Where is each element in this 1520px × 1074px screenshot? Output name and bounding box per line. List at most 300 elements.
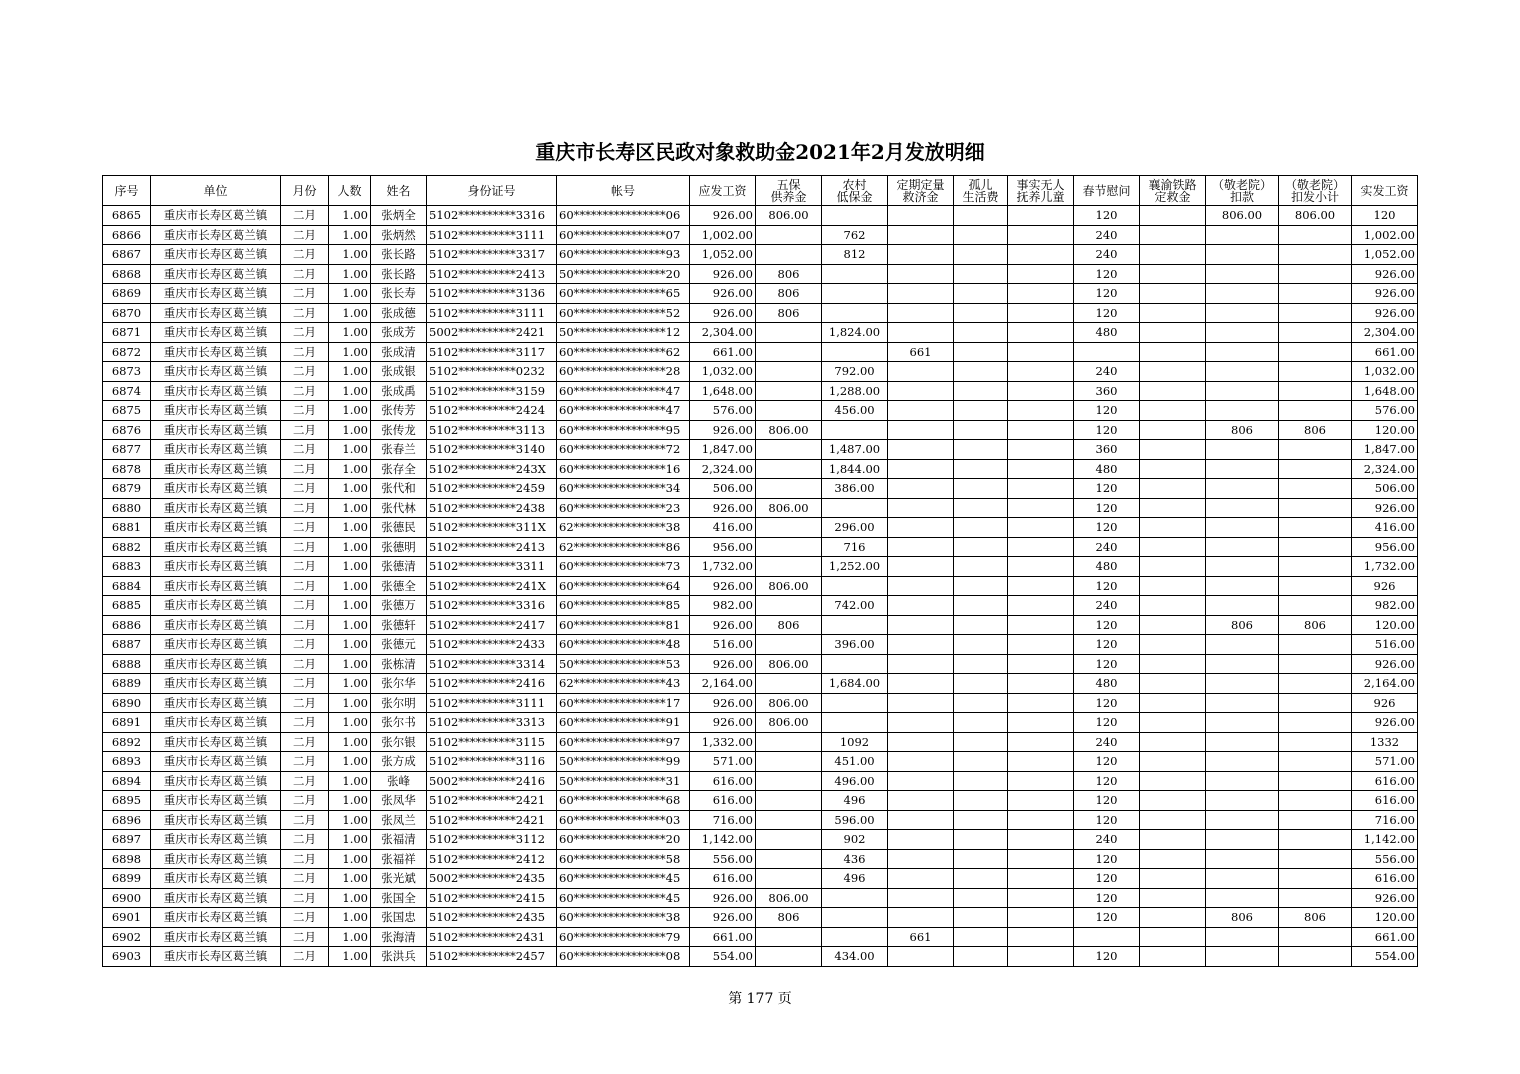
table-cell: 5102**********3136: [427, 284, 557, 304]
column-header: 帐号: [557, 176, 690, 206]
table-cell: 5102**********2459: [427, 479, 557, 499]
table-cell: 1.00: [329, 791, 371, 811]
table-cell: 1,847.00: [1352, 440, 1418, 460]
table-cell: 451.00: [822, 752, 888, 772]
table-cell: [954, 537, 1008, 557]
table-cell: [1279, 557, 1352, 577]
table-row: [103, 635, 1418, 655]
table-cell: [1140, 459, 1206, 479]
table-cell: 重庆市长寿区葛兰镇: [151, 674, 281, 694]
table-cell: [1206, 771, 1279, 791]
table-cell: [888, 654, 954, 674]
table-cell: [1008, 654, 1074, 674]
table-cell: [888, 752, 954, 772]
table-cell: 480: [1074, 459, 1140, 479]
table-cell: 5102**********2421: [427, 791, 557, 811]
table-cell: 240: [1074, 225, 1140, 245]
table-cell: 120: [1352, 206, 1418, 226]
column-header: 身份证号: [427, 176, 557, 206]
table-cell: 386.00: [822, 479, 888, 499]
table-row: [103, 420, 1418, 440]
table-cell: [1206, 284, 1279, 304]
table-cell: 1,032.00: [1352, 362, 1418, 382]
table-cell: 926.00: [1352, 284, 1418, 304]
table-cell: 5102**********3311: [427, 557, 557, 577]
table-cell: 1.00: [329, 615, 371, 635]
table-cell: 50****************53: [557, 654, 690, 674]
table-cell: [1008, 771, 1074, 791]
table-cell: 二月: [281, 342, 329, 362]
table-cell: 60****************23: [557, 498, 690, 518]
table-cell: [1279, 225, 1352, 245]
table-cell: [1140, 245, 1206, 265]
table-cell: 重庆市长寿区葛兰镇: [151, 810, 281, 830]
table-cell: [888, 869, 954, 889]
table-cell: 二月: [281, 225, 329, 245]
table-cell: 616.00: [690, 869, 756, 889]
table-cell: 张福清: [371, 830, 427, 850]
table-cell: 1.00: [329, 830, 371, 850]
table-cell: 742.00: [822, 596, 888, 616]
table-row: [103, 440, 1418, 460]
table-cell: [1140, 498, 1206, 518]
table-cell: [822, 264, 888, 284]
column-header: 农村 低保金: [822, 176, 888, 206]
table-cell: 240: [1074, 245, 1140, 265]
table-cell: [1206, 596, 1279, 616]
table-cell: 1.00: [329, 693, 371, 713]
table-cell: [1008, 557, 1074, 577]
table-cell: 6890: [103, 693, 151, 713]
table-row: [103, 381, 1418, 401]
table-cell: 6893: [103, 752, 151, 772]
column-header: 襄渝铁路 定救金: [1140, 176, 1206, 206]
table-cell: [1206, 264, 1279, 284]
table-cell: 926.00: [1352, 713, 1418, 733]
table-cell: 6897: [103, 830, 151, 850]
table-cell: [756, 849, 822, 869]
table-cell: [1206, 342, 1279, 362]
table-cell: [888, 888, 954, 908]
table-cell: [1206, 401, 1279, 421]
table-cell: [954, 947, 1008, 967]
table-cell: [954, 498, 1008, 518]
table-cell: 60****************45: [557, 869, 690, 889]
table-cell: 二月: [281, 810, 329, 830]
table-cell: 6902: [103, 927, 151, 947]
table-cell: [1279, 518, 1352, 538]
table-cell: 120: [1074, 420, 1140, 440]
table-cell: 1.00: [329, 498, 371, 518]
table-cell: 1.00: [329, 225, 371, 245]
table-cell: 二月: [281, 284, 329, 304]
table-cell: [1008, 576, 1074, 596]
table-cell: [1279, 654, 1352, 674]
table-cell: 6903: [103, 947, 151, 967]
table-cell: [954, 869, 1008, 889]
table-cell: 张传龙: [371, 420, 427, 440]
table-cell: 5102**********2415: [427, 888, 557, 908]
table-cell: 806.00: [756, 654, 822, 674]
table-cell: [822, 654, 888, 674]
table-cell: 5102**********3113: [427, 420, 557, 440]
table-cell: 480: [1074, 674, 1140, 694]
table-row: [103, 206, 1418, 226]
table-cell: 二月: [281, 693, 329, 713]
table-cell: [1140, 791, 1206, 811]
table-cell: 张成银: [371, 362, 427, 382]
table-cell: [1008, 732, 1074, 752]
table-cell: 120.00: [1352, 615, 1418, 635]
table-cell: [1206, 713, 1279, 733]
table-cell: [1279, 713, 1352, 733]
table-cell: 120: [1074, 303, 1140, 323]
column-header: 单位: [151, 176, 281, 206]
table-cell: [1279, 947, 1352, 967]
table-cell: [756, 596, 822, 616]
table-cell: 1.00: [329, 752, 371, 772]
table-cell: [1140, 908, 1206, 928]
table-cell: 5102**********2413: [427, 537, 557, 557]
table-cell: [1279, 576, 1352, 596]
table-cell: 6889: [103, 674, 151, 694]
table-cell: 926.00: [690, 206, 756, 226]
table-cell: 60****************79: [557, 927, 690, 947]
table-cell: [1008, 342, 1074, 362]
table-cell: 6900: [103, 888, 151, 908]
table-row: [103, 830, 1418, 850]
table-cell: 重庆市长寿区葛兰镇: [151, 206, 281, 226]
table-cell: [1279, 732, 1352, 752]
table-cell: [954, 225, 1008, 245]
table-cell: 1,844.00: [822, 459, 888, 479]
table-cell: [1279, 284, 1352, 304]
table-cell: 张德轩: [371, 615, 427, 635]
table-cell: 982.00: [690, 596, 756, 616]
table-cell: 926: [1352, 576, 1418, 596]
table-cell: [888, 459, 954, 479]
table-cell: 616.00: [1352, 869, 1418, 889]
table-cell: [1008, 264, 1074, 284]
table-cell: 1,052.00: [1352, 245, 1418, 265]
table-cell: 120: [1074, 693, 1140, 713]
table-cell: 1.00: [329, 284, 371, 304]
table-cell: 120: [1074, 401, 1140, 421]
table-row: [103, 479, 1418, 499]
table-cell: 6871: [103, 323, 151, 343]
table-cell: [822, 284, 888, 304]
table-cell: 516.00: [690, 635, 756, 655]
table-cell: [954, 713, 1008, 733]
table-cell: [954, 284, 1008, 304]
table-cell: 张传芳: [371, 401, 427, 421]
table-cell: 516.00: [1352, 635, 1418, 655]
table-cell: 926.00: [690, 303, 756, 323]
table-cell: [1279, 362, 1352, 382]
table-cell: [1008, 518, 1074, 538]
table-cell: 重庆市长寿区葛兰镇: [151, 713, 281, 733]
table-cell: [1140, 927, 1206, 947]
table-cell: 6884: [103, 576, 151, 596]
table-cell: 6898: [103, 849, 151, 869]
table-cell: [1279, 849, 1352, 869]
table-cell: [1279, 635, 1352, 655]
table-cell: 6894: [103, 771, 151, 791]
table-cell: [1008, 303, 1074, 323]
table-cell: [888, 732, 954, 752]
table-cell: [1008, 674, 1074, 694]
table-cell: [888, 713, 954, 733]
table-cell: 1332: [1352, 732, 1418, 752]
table-cell: 6870: [103, 303, 151, 323]
table-cell: [822, 576, 888, 596]
table-cell: 二月: [281, 303, 329, 323]
table-cell: [1206, 479, 1279, 499]
table-cell: 张成德: [371, 303, 427, 323]
table-cell: [888, 615, 954, 635]
table-row: [103, 557, 1418, 577]
table-cell: 二月: [281, 713, 329, 733]
table-cell: [954, 557, 1008, 577]
table-cell: 416.00: [1352, 518, 1418, 538]
table-cell: [1279, 459, 1352, 479]
table-cell: 120: [1074, 498, 1140, 518]
table-cell: 616.00: [1352, 791, 1418, 811]
table-row: [103, 674, 1418, 694]
table-cell: [1279, 693, 1352, 713]
table-cell: [954, 576, 1008, 596]
table-cell: 6872: [103, 342, 151, 362]
table-cell: 张尔银: [371, 732, 427, 752]
table-cell: 张光斌: [371, 869, 427, 889]
table-cell: 120: [1074, 264, 1140, 284]
table-cell: 张栋清: [371, 654, 427, 674]
table-cell: [1279, 245, 1352, 265]
column-header: （敬老院） 扣款: [1206, 176, 1279, 206]
table-cell: [1206, 459, 1279, 479]
table-cell: [822, 888, 888, 908]
table-cell: 926.00: [690, 693, 756, 713]
table-cell: [1279, 927, 1352, 947]
table-cell: 926.00: [1352, 888, 1418, 908]
table-cell: 6891: [103, 713, 151, 733]
table-cell: [1140, 479, 1206, 499]
table-cell: 60****************45: [557, 888, 690, 908]
table-cell: [1008, 596, 1074, 616]
table-cell: 6895: [103, 791, 151, 811]
table-cell: [756, 225, 822, 245]
table-cell: 806.00: [756, 576, 822, 596]
table-cell: [1140, 615, 1206, 635]
table-cell: 重庆市长寿区葛兰镇: [151, 947, 281, 967]
table-cell: [954, 323, 1008, 343]
table-cell: 重庆市长寿区葛兰镇: [151, 576, 281, 596]
table-cell: 240: [1074, 732, 1140, 752]
table-cell: 张国全: [371, 888, 427, 908]
table-cell: 二月: [281, 245, 329, 265]
table-cell: [1140, 537, 1206, 557]
table-cell: 806.00: [756, 713, 822, 733]
table-cell: [756, 518, 822, 538]
table-cell: [1140, 693, 1206, 713]
table-cell: [1279, 479, 1352, 499]
table-cell: 60****************85: [557, 596, 690, 616]
table-cell: [756, 635, 822, 655]
table-cell: 806.00: [1206, 206, 1279, 226]
table-cell: 120: [1074, 576, 1140, 596]
table-cell: [1008, 888, 1074, 908]
table-cell: 661.00: [690, 927, 756, 947]
table-cell: [756, 674, 822, 694]
table-cell: 张德万: [371, 596, 427, 616]
table-cell: [1140, 947, 1206, 967]
table-cell: [1140, 810, 1206, 830]
table-cell: [822, 927, 888, 947]
table-cell: 1.00: [329, 264, 371, 284]
table-cell: 张长路: [371, 245, 427, 265]
table-cell: 二月: [281, 674, 329, 694]
table-cell: 张长寿: [371, 284, 427, 304]
table-cell: [888, 381, 954, 401]
table-row: [103, 888, 1418, 908]
table-cell: [954, 440, 1008, 460]
table-cell: 6885: [103, 596, 151, 616]
table-cell: 1,732.00: [690, 557, 756, 577]
table-cell: [1279, 440, 1352, 460]
table-cell: [954, 791, 1008, 811]
table-cell: [888, 947, 954, 967]
table-cell: [1008, 849, 1074, 869]
table-cell: 120: [1074, 284, 1140, 304]
table-cell: 806.00: [756, 420, 822, 440]
table-cell: 6882: [103, 537, 151, 557]
table-cell: 926.00: [690, 264, 756, 284]
table-cell: 6877: [103, 440, 151, 460]
table-cell: [954, 596, 1008, 616]
table-cell: [1206, 245, 1279, 265]
table-cell: [756, 830, 822, 850]
table-cell: 张洪兵: [371, 947, 427, 967]
table-cell: [1008, 401, 1074, 421]
table-cell: [954, 752, 1008, 772]
table-cell: [954, 479, 1008, 499]
table-cell: 二月: [281, 557, 329, 577]
table-cell: 1,824.00: [822, 323, 888, 343]
table-cell: 120: [1074, 869, 1140, 889]
table-cell: 661: [888, 342, 954, 362]
table-cell: 1.00: [329, 245, 371, 265]
table-cell: 6869: [103, 284, 151, 304]
table-cell: 2,324.00: [690, 459, 756, 479]
table-cell: 120: [1074, 908, 1140, 928]
table-row: [103, 362, 1418, 382]
table-cell: 重庆市长寿区葛兰镇: [151, 245, 281, 265]
table-cell: [1140, 732, 1206, 752]
table-cell: [1008, 225, 1074, 245]
table-cell: [756, 459, 822, 479]
column-header: （敬老院） 扣发小计: [1279, 176, 1352, 206]
table-cell: [888, 362, 954, 382]
table-cell: 重庆市长寿区葛兰镇: [151, 791, 281, 811]
table-cell: 60****************38: [557, 908, 690, 928]
table-cell: 重庆市长寿区葛兰镇: [151, 557, 281, 577]
table-cell: 1.00: [329, 479, 371, 499]
table-cell: 50****************20: [557, 264, 690, 284]
table-cell: [756, 752, 822, 772]
table-cell: 重庆市长寿区葛兰镇: [151, 654, 281, 674]
table-row: [103, 947, 1418, 967]
table-cell: 重庆市长寿区葛兰镇: [151, 869, 281, 889]
table-cell: 张成禹: [371, 381, 427, 401]
table-cell: 张凤华: [371, 791, 427, 811]
table-cell: [756, 440, 822, 460]
table-cell: [954, 888, 1008, 908]
table-cell: 张存全: [371, 459, 427, 479]
table-cell: [1140, 401, 1206, 421]
table-cell: 616.00: [1352, 771, 1418, 791]
table-cell: 926.00: [690, 576, 756, 596]
table-cell: [1008, 440, 1074, 460]
column-header: 定期定量 救济金: [888, 176, 954, 206]
table-cell: [954, 518, 1008, 538]
table-cell: [1140, 420, 1206, 440]
table-cell: 1.00: [329, 732, 371, 752]
table-cell: [888, 479, 954, 499]
table-cell: [1008, 927, 1074, 947]
table-cell: [1140, 342, 1206, 362]
table-cell: [1206, 888, 1279, 908]
table-cell: 1.00: [329, 362, 371, 382]
table-cell: 120: [1074, 771, 1140, 791]
table-cell: 806: [1206, 615, 1279, 635]
table-cell: 1,252.00: [822, 557, 888, 577]
table-cell: 480: [1074, 557, 1140, 577]
table-cell: 张德民: [371, 518, 427, 538]
table-cell: 二月: [281, 849, 329, 869]
table-cell: 762: [822, 225, 888, 245]
table-cell: [756, 537, 822, 557]
table-cell: [954, 303, 1008, 323]
table-cell: 5002**********2421: [427, 323, 557, 343]
table-cell: 重庆市长寿区葛兰镇: [151, 362, 281, 382]
table-cell: 120: [1074, 615, 1140, 635]
table-cell: [1206, 576, 1279, 596]
table-cell: [756, 810, 822, 830]
table-cell: 60****************65: [557, 284, 690, 304]
table-cell: [756, 401, 822, 421]
table-cell: 张德清: [371, 557, 427, 577]
table-cell: 60****************17: [557, 693, 690, 713]
column-header: 人数: [329, 176, 371, 206]
table-cell: 926.00: [690, 284, 756, 304]
table-cell: [756, 362, 822, 382]
table-cell: 1.00: [329, 635, 371, 655]
table-cell: [1279, 810, 1352, 830]
table-cell: 806: [1279, 420, 1352, 440]
page-title: 重庆市长寿区民政对象救助金2021年2月发放明细: [535, 140, 985, 164]
table-cell: [954, 810, 1008, 830]
table-row: [103, 342, 1418, 362]
table-cell: [756, 245, 822, 265]
table-cell: 1.00: [329, 342, 371, 362]
table-cell: [1008, 869, 1074, 889]
table-cell: [822, 908, 888, 928]
table-cell: 926.00: [690, 615, 756, 635]
table-cell: 1.00: [329, 849, 371, 869]
table-cell: 二月: [281, 206, 329, 226]
table-cell: [1008, 206, 1074, 226]
table-cell: [822, 206, 888, 226]
